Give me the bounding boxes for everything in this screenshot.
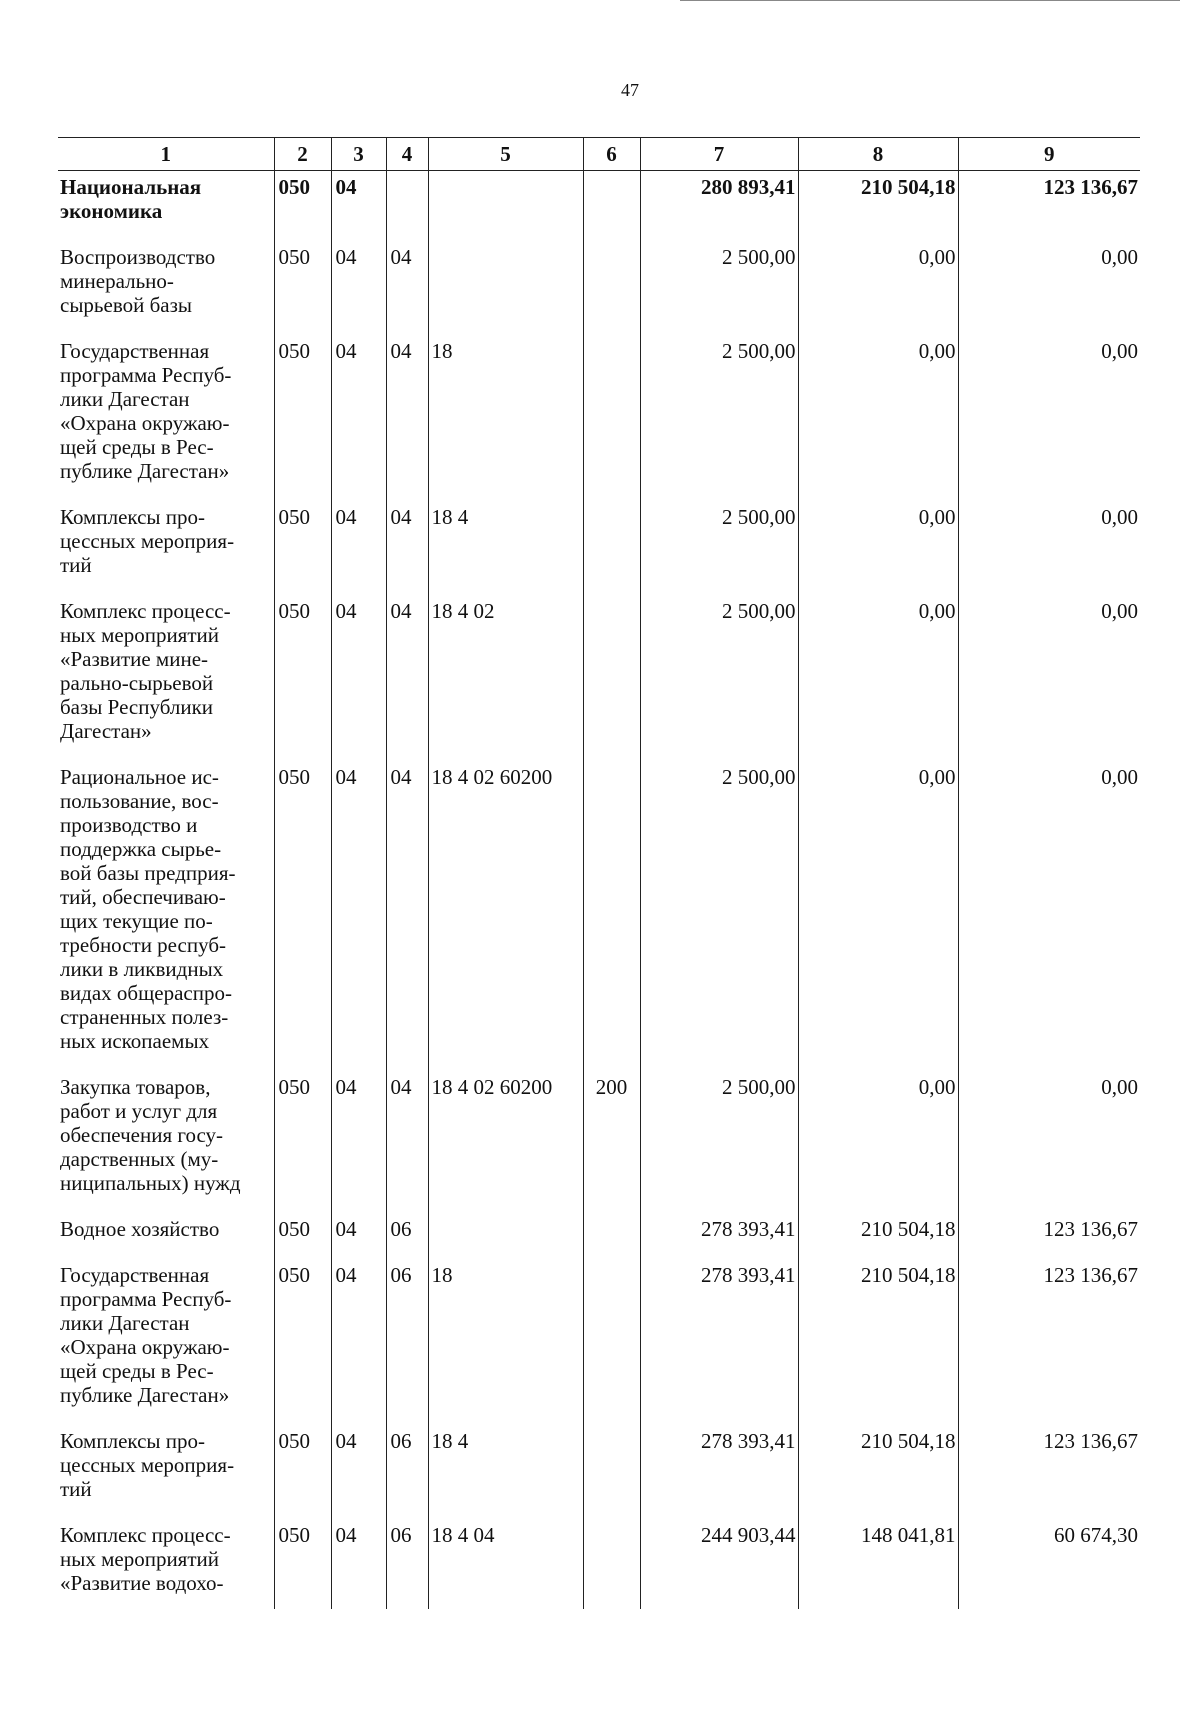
code-type-cell: [583, 757, 640, 1067]
code-gl-cell: 050: [274, 757, 331, 1067]
code-subsection-cell: 06: [386, 1515, 428, 1609]
row-name-line: публике Дагестан»: [60, 1383, 230, 1407]
code-section-cell: 04: [331, 1421, 386, 1515]
row-name-line: базы Республики: [60, 695, 214, 719]
table-row: [58, 1255, 1140, 1421]
row-name-line: Национальная: [60, 175, 202, 199]
page-number: 47: [621, 80, 639, 100]
row-name-cell: [58, 237, 274, 331]
row-name-line: «Охрана окружаю-: [60, 1335, 230, 1359]
row-name-cell: [58, 1209, 274, 1255]
code-gl-cell: 050: [274, 1067, 331, 1209]
amount-col9-cell: 123 136,67: [958, 1421, 1140, 1515]
row-name-cell: [58, 331, 274, 497]
row-name-cell: [58, 591, 274, 757]
amount-col8-cell: 0,00: [798, 331, 958, 497]
code-section-cell: 04: [331, 591, 386, 757]
row-name-line: тий, обеспечиваю-: [60, 885, 226, 909]
header-cell: 3: [331, 138, 386, 171]
row-name-line: работ и услуг для: [60, 1099, 218, 1123]
row-name-line: Закупка товаров,: [60, 1075, 211, 1099]
table-row: [58, 591, 1140, 757]
row-name-line: «Охрана окружаю-: [60, 411, 230, 435]
amount-col7-cell: 2 500,00: [640, 331, 798, 497]
code-subsection-cell: 04: [386, 591, 428, 757]
table-row: [58, 497, 1140, 591]
code-type-cell: [583, 1515, 640, 1609]
row-name-line: щей среды в Рес-: [60, 1359, 214, 1383]
code-gl-cell: 050: [274, 331, 331, 497]
row-name-cell: [58, 1515, 274, 1609]
amount-col9-cell: 0,00: [958, 331, 1140, 497]
row-name-cell: [58, 1421, 274, 1515]
code-target-cell: 18 4 04: [428, 1515, 583, 1609]
row-name-line: цессных мероприя-: [60, 1453, 235, 1477]
amount-col8-cell: 210 504,18: [798, 171, 958, 238]
amount-col7-cell: 2 500,00: [640, 1067, 798, 1209]
code-subsection-cell: 04: [386, 497, 428, 591]
row-name-line: вой базы предприя-: [60, 861, 236, 885]
code-gl-cell: 050: [274, 237, 331, 331]
budget-table: [58, 137, 1140, 1609]
table-row: [58, 757, 1140, 1067]
code-type-cell: [583, 171, 640, 238]
code-subsection-cell: 04: [386, 1067, 428, 1209]
row-name-line: программа Респуб-: [60, 363, 232, 387]
row-name-line: Водное хозяйство: [60, 1217, 220, 1241]
amount-col9-cell: 60 674,30: [958, 1515, 1140, 1609]
row-name-line: экономика: [60, 199, 163, 223]
row-name-line: ниципальных) нужд: [60, 1171, 241, 1195]
amount-col8-cell: 148 041,81: [798, 1515, 958, 1609]
header-cell: 8: [798, 138, 958, 171]
table-row: [58, 171, 1140, 238]
row-name-cell: [58, 497, 274, 591]
amount-col8-cell: 0,00: [798, 497, 958, 591]
code-target-cell: 18 4: [428, 497, 583, 591]
code-gl-cell: 050: [274, 1209, 331, 1255]
table-row: [58, 237, 1140, 331]
code-target-cell: [428, 1209, 583, 1255]
code-target-cell: 18 4: [428, 1421, 583, 1515]
code-section-cell: 04: [331, 171, 386, 238]
amount-col7-cell: 278 393,41: [640, 1255, 798, 1421]
code-subsection-cell: 04: [386, 237, 428, 331]
row-name-line: Рациональное ис-: [60, 765, 219, 789]
code-target-cell: [428, 237, 583, 331]
code-gl-cell: 050: [274, 591, 331, 757]
code-section-cell: 04: [331, 331, 386, 497]
code-gl-cell: 050: [274, 497, 331, 591]
top-border-line: [680, 0, 1180, 1]
row-name-line: Государственная: [60, 339, 210, 363]
amount-col8-cell: 0,00: [798, 757, 958, 1067]
amount-col7-cell: 244 903,44: [640, 1515, 798, 1609]
row-name-line: обеспечения госу-: [60, 1123, 224, 1147]
row-name-cell: [58, 1067, 274, 1209]
row-name-line: ных мероприятий: [60, 623, 219, 647]
code-target-cell: 18 4 02 60200: [428, 757, 583, 1067]
amount-col8-cell: 0,00: [798, 237, 958, 331]
amount-col7-cell: 278 393,41: [640, 1421, 798, 1515]
row-name-line: ных мероприятий: [60, 1547, 219, 1571]
amount-col9-cell: 0,00: [958, 497, 1140, 591]
header-cell: 4: [386, 138, 428, 171]
amount-col8-cell: 210 504,18: [798, 1255, 958, 1421]
code-target-cell: 18 4 02 60200: [428, 1067, 583, 1209]
code-subsection-cell: 06: [386, 1209, 428, 1255]
amount-col9-cell: 0,00: [958, 237, 1140, 331]
header-row: [58, 138, 1140, 171]
row-name-line: рально-сырьевой: [60, 671, 214, 695]
code-type-cell: [583, 1255, 640, 1421]
amount-col9-cell: 0,00: [958, 591, 1140, 757]
row-name-line: Комплексы про-: [60, 505, 205, 529]
row-name-line: страненных полез-: [60, 1005, 229, 1029]
amount-col9-cell: 123 136,67: [958, 171, 1140, 238]
code-gl-cell: 050: [274, 171, 331, 238]
row-name-line: Дагестан»: [60, 719, 152, 743]
row-name-line: Комплекс процесс-: [60, 1523, 231, 1547]
row-name-cell: [58, 757, 274, 1067]
row-name-line: ных ископаемых: [60, 1029, 210, 1053]
code-subsection-cell: 06: [386, 1421, 428, 1515]
row-name-line: поддержка сырье-: [60, 837, 222, 861]
code-type-cell: [583, 331, 640, 497]
code-type-cell: 200: [583, 1067, 640, 1209]
row-name-line: видах общераспро-: [60, 981, 232, 1005]
row-name-line: требности респуб-: [60, 933, 226, 957]
amount-col9-cell: 123 136,67: [958, 1255, 1140, 1421]
code-section-cell: 04: [331, 1209, 386, 1255]
row-name-line: минерально-: [60, 269, 174, 293]
header-cell: 2: [274, 138, 331, 171]
code-section-cell: 04: [331, 237, 386, 331]
code-subsection-cell: [386, 171, 428, 238]
code-subsection-cell: 04: [386, 331, 428, 497]
amount-col7-cell: 2 500,00: [640, 591, 798, 757]
amount-col7-cell: 280 893,41: [640, 171, 798, 238]
code-type-cell: [583, 591, 640, 757]
header-cell: 1: [58, 138, 274, 171]
code-target-cell: 18: [428, 331, 583, 497]
header-cell: 9: [958, 138, 1140, 171]
code-type-cell: [583, 1209, 640, 1255]
row-name-line: пользование, вос-: [60, 789, 219, 813]
amount-col7-cell: 2 500,00: [640, 237, 798, 331]
code-target-cell: 18 4 02: [428, 591, 583, 757]
row-name-line: дарственных (му-: [60, 1147, 219, 1171]
code-section-cell: 04: [331, 1067, 386, 1209]
code-gl-cell: 050: [274, 1515, 331, 1609]
amount-col9-cell: 0,00: [958, 757, 1140, 1067]
table-body: [58, 171, 1140, 1610]
code-target-cell: [428, 171, 583, 238]
amount-col7-cell: 2 500,00: [640, 497, 798, 591]
row-name-line: Комплекс процесс-: [60, 599, 231, 623]
row-name-line: Комплексы про-: [60, 1429, 205, 1453]
row-name-cell: [58, 1255, 274, 1421]
amount-col7-cell: 278 393,41: [640, 1209, 798, 1255]
row-name-line: сырьевой базы: [60, 293, 192, 317]
amount-col8-cell: 0,00: [798, 1067, 958, 1209]
code-type-cell: [583, 1421, 640, 1515]
row-name-line: щей среды в Рес-: [60, 435, 214, 459]
amount-col8-cell: 210 504,18: [798, 1209, 958, 1255]
code-type-cell: [583, 497, 640, 591]
amount-col8-cell: 210 504,18: [798, 1421, 958, 1515]
row-name-line: лики Дагестан: [60, 1311, 190, 1335]
row-name-line: лики в ликвидных: [60, 957, 224, 981]
row-name-line: Воспроизводство: [60, 245, 216, 269]
code-gl-cell: 050: [274, 1255, 331, 1421]
code-type-cell: [583, 237, 640, 331]
code-target-cell: 18: [428, 1255, 583, 1421]
amount-col8-cell: 0,00: [798, 591, 958, 757]
code-section-cell: 04: [331, 757, 386, 1067]
amount-col7-cell: 2 500,00: [640, 757, 798, 1067]
header-cell: 5: [428, 138, 583, 171]
amount-col9-cell: 123 136,67: [958, 1209, 1140, 1255]
code-gl-cell: 050: [274, 1421, 331, 1515]
row-name-line: лики Дагестан: [60, 387, 190, 411]
header-cell: 7: [640, 138, 798, 171]
row-name-line: публике Дагестан»: [60, 459, 230, 483]
code-subsection-cell: 04: [386, 757, 428, 1067]
code-section-cell: 04: [331, 1515, 386, 1609]
row-name-line: «Развитие мине-: [60, 647, 209, 671]
table-row: [58, 1209, 1140, 1255]
row-name-line: щих текущие по-: [60, 909, 213, 933]
table-row: [58, 1067, 1140, 1209]
table-row: [58, 331, 1140, 497]
code-section-cell: 04: [331, 497, 386, 591]
row-name-line: тий: [60, 1477, 92, 1501]
code-section-cell: 04: [331, 1255, 386, 1421]
code-subsection-cell: 06: [386, 1255, 428, 1421]
header-cell: 6: [583, 138, 640, 171]
row-name-line: программа Респуб-: [60, 1287, 232, 1311]
table-row: [58, 1515, 1140, 1609]
row-name-line: цессных мероприя-: [60, 529, 235, 553]
row-name-line: Государственная: [60, 1263, 210, 1287]
amount-col9-cell: 0,00: [958, 1067, 1140, 1209]
table-row: [58, 1421, 1140, 1515]
row-name-cell: [58, 171, 274, 238]
row-name-line: производство и: [60, 813, 198, 837]
row-name-line: тий: [60, 553, 92, 577]
row-name-line: «Развитие водохо-: [60, 1571, 224, 1595]
